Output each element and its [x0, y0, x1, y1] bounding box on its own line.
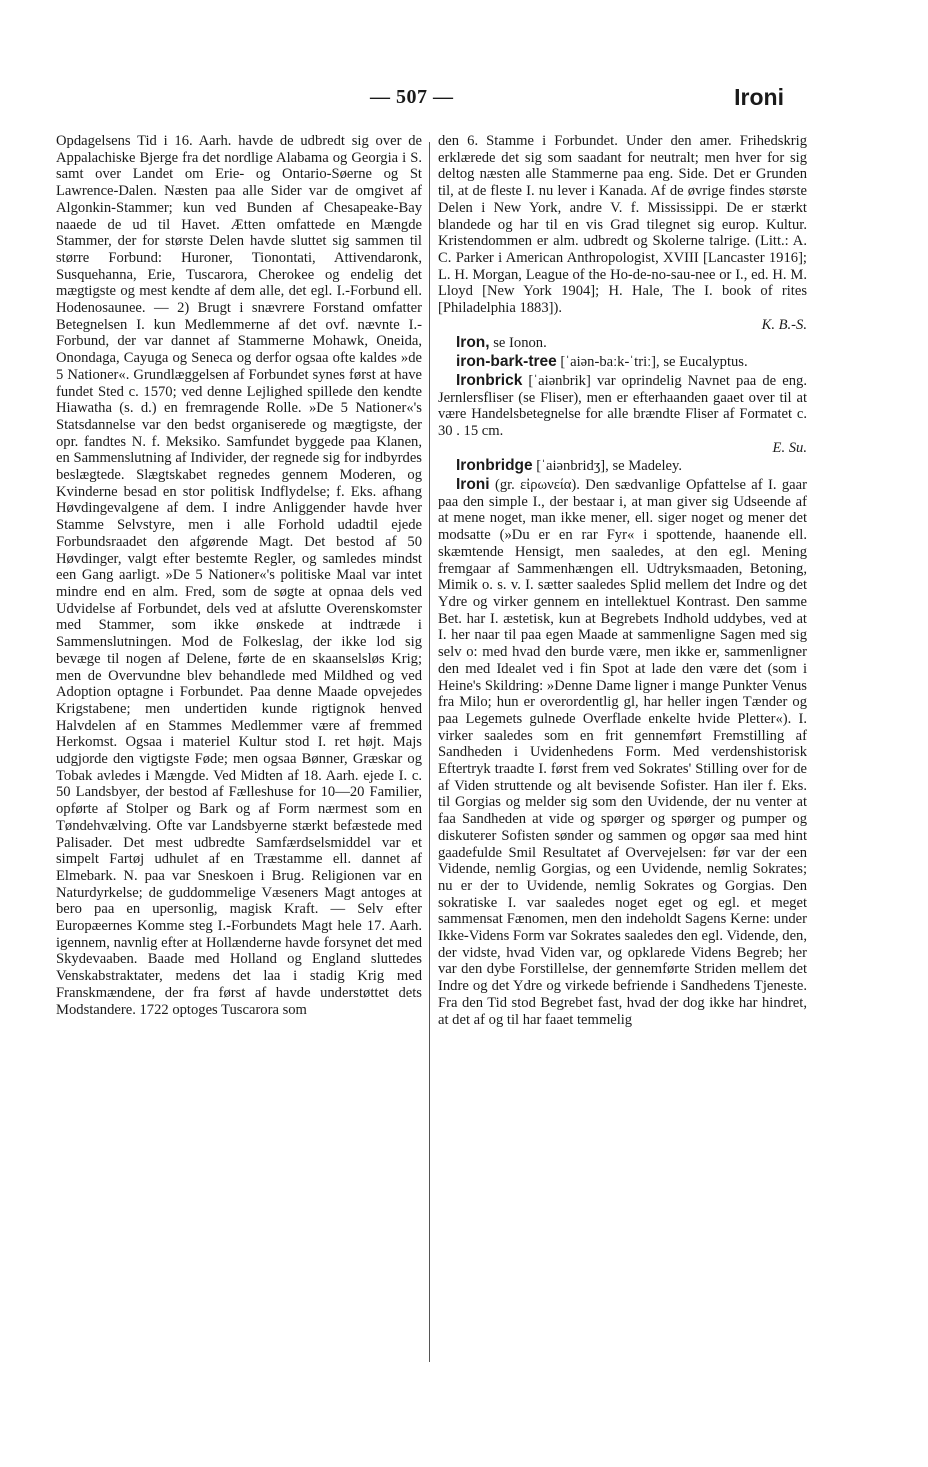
column-divider: [429, 142, 430, 1362]
entry-iron: [438, 335, 807, 352]
running-head: Ironi: [734, 84, 784, 110]
page-header: [0, 86, 928, 116]
entry-iroquois-continuation: [56, 133, 422, 1018]
left-column: [56, 133, 422, 1373]
headword: Ironbrick: [456, 371, 523, 389]
entry-body: se Ionon.: [489, 335, 547, 352]
entry-ironbridge: [438, 458, 807, 475]
entry-body: [ˈaiənbridʒ], se Madeley.: [532, 458, 683, 475]
author-signature: K. B.-S.: [761, 316, 807, 333]
author-signature: E. Su.: [772, 439, 807, 456]
headword: Iron,: [456, 334, 490, 352]
headword: iron-bark-tree: [456, 353, 557, 371]
right-column: [438, 133, 807, 1373]
entry-iroquois-end: [438, 133, 807, 333]
entry-body: den 6. Stamme i Forbundet. Under den amer. Frihedskrig erklærede det sig som saadant for neutralt; men hver for sig deltog næsten alle Stammerne paa eng. Side. Det er Grunden til, at de fleste I. nu lever i Kanada. Af de øvrige findes største Delen i New York, andre V. f. Mississippi. De er stærkt blandede og har til en vis Grad tilegnet sig europ. Kultur. Kristendommen er alm. udbredt og Skolerne talrige. (Litt.: A. C. Parker i American Anthropologist, XVIII [Lancaster 1916]; L. H. Morgan, League of the Ho-de-no-sau-nee or I., ed. H. M. Lloyd [New York 1904]; H. Hale, The I. book of rites [Philadelphia 1883]).: [438, 133, 807, 317]
entry-ironi: [438, 477, 807, 1028]
headword: Ironi: [456, 476, 490, 494]
entry-ironbrick: [438, 373, 807, 457]
page-number: — 507 —: [370, 86, 454, 108]
entry-body: (gr. εἰρωνεία). Den sædvanlige Opfattelse af I. gaar paa den simple I., der bestaar i, at man giver sig Udseende af at mene noget, man ikke mener, ell. siger noget og mener det modsatte (»Du er en rar Fyr« i spottende, haanende ell. skæmtende Hensigt, men saaledes, at den egl. Mening fremgaar af Sammenhængen ell. Udtryksmaaden, Betoning, Mimik o. s. v. I. sætter saaledes Splid mellem det Indre og det Ydre og virker gennem en intellektuel Kontrast. Den samme Bet. har I. æstetisk, kun at Begrebets Indhold uddybes, ved at I. her naar til paa egen Maade at sammenligne Sagen med sig selv o: med hvad den burde være, men ikke er, sammenligner den med Idealet ved i fin Spot at lade den være det (som i Heine's Skildring: »Denne Dame ligner i mange Punkter Venus fra Milo; hun er overordentlig gl, har heller ingen Tænder og paa Legemets gulnede Overflade enkelte hvide Pletter«). I. virker saaledes som en frit gennemført Fremstilling af Sandheden i Uvidenhedens Form. Med verdenshistorisk Eftertryk traadte I. først frem ved Sokrates' Stilling over for de af Viden struttende og alt bevisende Sofister. Han iler f. Eks. til Gorgias og melder sig som den Uvidende, der nu venter at faa Sandheden at vide og spørger og spørger og pumper og diskuterer Sofisten sønder og sammen og opgør saa med hint gaadefulde Smil Resultatet af Overvejelsen: før var der een Vidende, nemlig Gorgias, og een Uvidende, nemlig Sokrates; nu er der to Uvidende, nemlig Sokrates og Gorgias. Den sokratiske I. var saaledes noget eget og egl. et meget sammensat Fænomen, men den indeholdt Sagens Kerne: under Ikke-Videns Form var Sokrates saaledes den egl. Vidende, den, der vidste, hvad Viden var, og opklarede Videns Begreb; her var den dybe Forstillelse, der gennemførte Striden mellem det Indre og det Ydre og virkede befriende i Sandhedens Tjeneste. Fra den Tid stod Begrebet fast, hvad der dog ikke har hindret, at det af og til har faaet temmelig: [438, 477, 807, 1028]
entry-body: [ˈaiən-baːk-ˈtriː], se Eucalyptus.: [556, 354, 748, 371]
entry-body: [ˈaiənbrik] var oprindelig Navnet paa de eng. Jernlersfliser (se Fliser), men er efterhaanden gaaet over til at være Handelsbetegnelse for alle brændte Fliser af Formatet c. 30 . 15 cm.: [438, 372, 807, 439]
entry-body: Opdagelsens Tid i 16. Aarh. havde de udbredt sig over de Appalachiske Bjerge fra det nordlige Alabama og Georgia i S. samt over Landet om Erie- og Ontario-Søerne og St Lawrence-Dalen. Næsten paa alle Sider var de omgivet af Algonkin-Stammer; kun ved Bunden af Chesapeake-Bay naaede de ud til Havet. Ætten omfattede en Mængde Stammer, der for største Delen havde sluttet sig sammen til større Forbund: Huroner, Tionontati, Attivendaronk, Susquehanna, Erie, Tuscarora, Cherokee og endelig det mægtigste og mest kendte af dem alle, det egl. I.-Forbund ell. Hodenosaunee. — 2) Brugt i snævrere Forstand omfatter Betegnelsen I. kun Medlemmerne af det ovf. nævnte I.-Forbund, der var dannet af Stammerne Mohawk, Oneida, Onondaga, Cayuga og Seneca og derfor ogsaa ofte kaldes »de 5 Nationer«. Grundlæggelsen af Forbundet synes først at have fundet Sted c. 1570; ved denne Lejlighed spillede den kendte Hiawatha (s. d.) en fremragende Rolle. »De 5 Nationer«'s Statsdannelse var den bedst organiserede og mægtigste, der opr. fandtes N. f. Meksiko. Samfundet byggede paa Klanen, en Sammenslutning af Individer, der regnede sig for indbyrdes beslægtede. Slægtskabet regnedes gennem Moderen, og Kvinderne besad en stor politisk Indflydelse; f. Eks. afhang Høvdingevalgene af dem. I indre Anliggender havde hver Stamme Selvstyre, men i alle Forhold udadtil ejede Forbundsraadet den afgørende Magt. Det bestod af 50 Høvdinger, valgt efter bestemte Regler, og samledes mindst een Gang aarligt. »De 5 Nationer«'s politiske Maal var intet mindre end en alm. Fred, som de søgte at opnaa dels ved Udvidelse af Forbundet, dels ved at afslutte Overenskomster med Stammer, som ikke ønskede at indtræde i Sammenslutningen. Mod de Folkeslag, der ikke lod sig bevæge til nogen af Delene, førte de en skaanselsløs Krig; men de Overvundne blev behandlede med Mildhed og ved Adoption optagne i Forbundet. Paa denne Maade opvejedes Krigstabene; men undertiden kunde rigtignok henved Halvdelen af en Stammes Medlemmer være af fremmed Herkomst. Ogsaa i materiel Kultur stod I. ret højt. Majs udgjorde den vigtigste Føde; men ogsaa Bønner, Græskar og Tobak avledes i Mængde. Ved Midten af 18. Aarh. ejede I. c. 50 Landsbyer, der bestod af Fælleshuse for 10—20 Familier, opførte af Stolper og Bark og af Form nærmest som en Tøndehvælving. Ofte var Landsbyerne stærkt befæstede med Palisader. Det mest udbredte Samfærdselsmiddel var et simpelt Fartøj udhulet af en Træstamme ell. dannet af Elmebark. N. paa var Sneskoen i Brug. Religionen var en Naturdyrkelse; de guddommelige Væseners Magt antoges at bero paa en upersonlig, magisk Kraft. — Selv efter Europæernes Komme steg I.-Forbundets Magt hele 17. Aarh. igennem, navnlig efter at Hollænderne havde forsynet det med Skydevaaben. Baade med Holland og England sluttedes Venskabstraktater, medens det laa i stadig Krig med Franskmændene, der fra først af havde understøttet dets Modstandere. 1722 optoges Tuscarora som: [56, 133, 422, 1018]
headword: Ironbridge: [456, 457, 533, 475]
entry-iron-bark-tree: [438, 354, 807, 371]
